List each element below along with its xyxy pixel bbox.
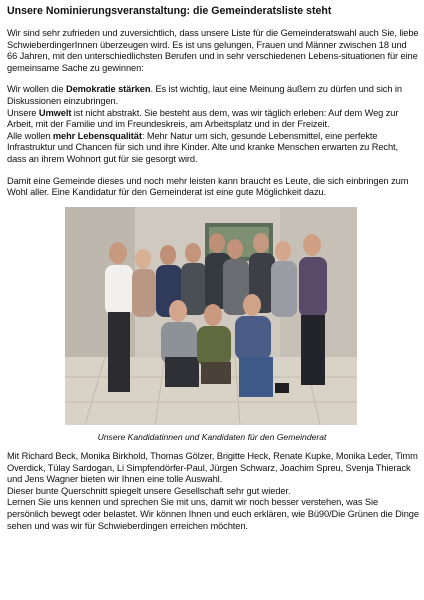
article-title: Unsere Nominierungsveranstaltung: die Gemeinderatsliste steht bbox=[7, 5, 332, 17]
democracy-paragraph: Wir wollen die Demokratie stärken. Es ist wichtig, laut eine Meinung äußern zu dürfen und sich in Diskussionen einzubringen. bbox=[7, 84, 402, 106]
closing-section bbox=[7, 451, 419, 532]
quality-paragraph: Alle wollen mehr Lebensqualität: Mehr Natur um sich, gesunde Lebensmittel, eine perfekte Infrastruktur und Chancen für sich und ihre Kinder. Alte und kranke Menschen erwarten zu Recht, dass an ihrem Wohnort gut für sie gesorgt wird. bbox=[7, 130, 399, 164]
intro-paragraph: Wir sind sehr zufrieden und zuversichtlich, dass unsere Liste für die Gemeinderatswahl auch Sie, liebe SchwieberdingerInnen überzeugen wird. Es ist uns gelungen, Frauen und Männer zwischen 18 und 66 Jahren, mit den unterschiedlichsten Berufen und in sehr verschiedenen Lebens-situationen für eine gemeinsame Sache zu gewinnen: bbox=[7, 28, 419, 73]
mirror-paragraph: Dieser bunte Querschnitt spiegelt unsere Gesellschaft sehr gut wieder. bbox=[7, 485, 291, 496]
group-photo bbox=[65, 207, 357, 425]
quality-highlight: mehr Lebensqualität bbox=[52, 130, 142, 141]
community-paragraph: Damit eine Gemeinde dieses und noch mehr leisten kann braucht es Leute, die sich einbringen zum Wohl aller. Eine Kandidatur für den Gemeinderat ist eine gute Möglichkeit dazu. bbox=[7, 175, 409, 198]
candidates-paragraph: Mit Richard Beck, Monika Birkhold, Thomas Gölzer, Brigitte Heck, Renate Kupke, Monika Leder, Timm Overdick, Tülay Sardogan, Li Simpfendörfer-Paul, Jürgen Schwarz, Joachim Spreu, Svenja Thierack und Jens Wagner bieten wir Ihnen eine tolle Auswahl. bbox=[7, 451, 418, 485]
photo-caption: Unsere Kandidatinnen und Kandidaten für den Gemeinderat bbox=[97, 432, 327, 442]
environment-paragraph: Unsere Umwelt ist nicht abstrakt. Sie besteht aus dem, was wir täglich erleben: Auf dem Weg zur Arbeit, mit der Familie und im Freundeskreis, am Arbeitsplatz und in der Freizeit. bbox=[7, 107, 399, 130]
democracy-highlight: Demokratie stärken bbox=[65, 84, 151, 95]
environment-highlight: Umwelt bbox=[38, 107, 72, 118]
closing-paragraph: Lernen Sie uns kennen und sprechen Sie mit uns, damit wir noch besser verstehen, was Sie persönlich bewegt oder belastet. Wir können Ihnen und euch erklären, wie Bü90/Die Grünen die Dinge sehen und was wir für Schwieberdingen erreichen möchten. bbox=[7, 497, 419, 531]
article bbox=[7, 5, 419, 209]
